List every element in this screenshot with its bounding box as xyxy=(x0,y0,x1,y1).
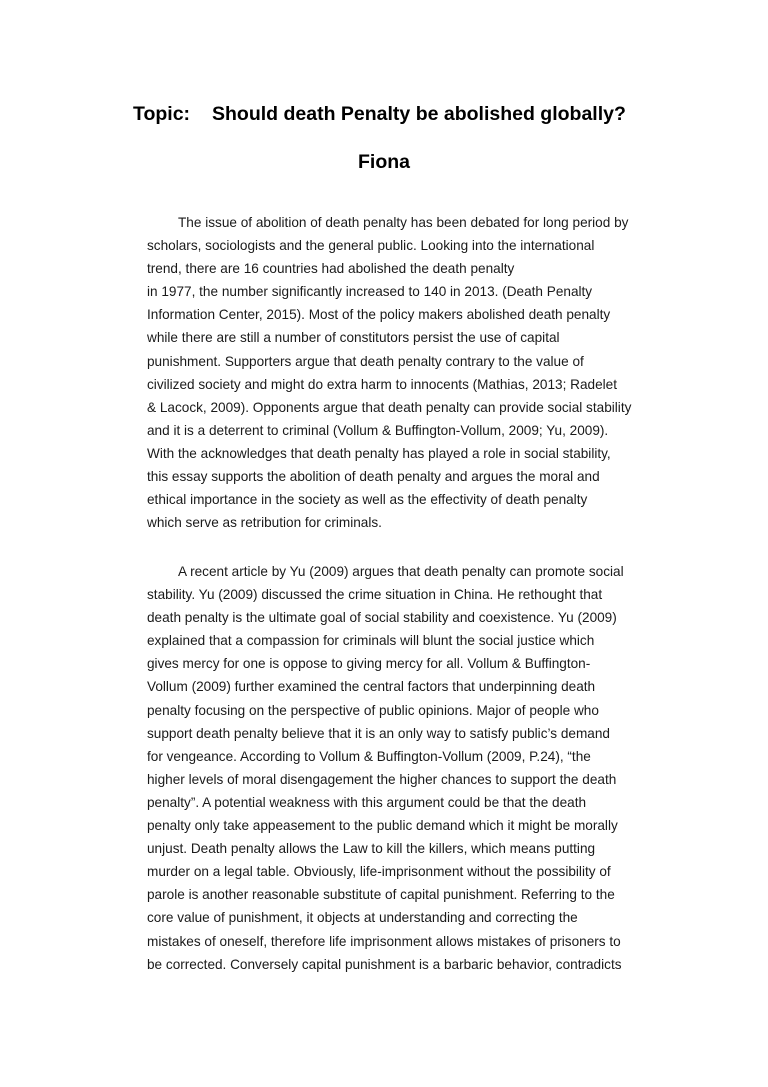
text-line: The issue of abolition of death penalty has been debated for long period by xyxy=(178,215,629,230)
text-line: Vollum (2009) further examined the central factors that underpinning death xyxy=(147,679,596,695)
author-name xyxy=(0,151,768,174)
text-line: Information Center, 2015). Most of the policy makers abolished death penalty xyxy=(147,307,611,323)
paragraph-1 xyxy=(147,211,652,534)
text-line: explained that a compassion for criminals will blunt the social justice which xyxy=(147,633,595,649)
text-line: murder on a legal table. Obviously, life-imprisonment without the possibility of xyxy=(147,864,611,880)
text-line: higher levels of moral disengagement the higher chances to support the death xyxy=(147,771,617,787)
text-line: in 1977, the number significantly increased to 140 in 2013. (Death Penalty xyxy=(147,284,593,300)
document-title xyxy=(133,103,693,133)
text-line: penalty focusing on the perspective of public opinions. Major of people who xyxy=(147,702,599,718)
text-line: gives mercy for one is oppose to giving mercy for all. Vollum & Buffington- xyxy=(147,656,591,672)
text-line: ethical importance in the society as well as the effectivity of death penalty xyxy=(147,492,588,508)
text-line: With the acknowledges that death penalty has played a role in social stability, xyxy=(147,445,611,461)
text-line: be corrected. Conversely capital punishment is a barbaric behavior, contradicts xyxy=(147,956,622,972)
text-line: trend, there are 16 countries had abolished the death penalty xyxy=(147,261,515,277)
text-line: stability. Yu (2009) discussed the crime situation in China. He rethought that xyxy=(147,587,603,603)
text-line: which serve as retribution for criminals. xyxy=(147,515,382,531)
text-line: unjust. Death penalty allows the Law to kill the killers, which means putting xyxy=(147,841,596,857)
text-line: mistakes of oneself, therefore life imprisonment allows mistakes of prisoners to xyxy=(147,933,621,949)
text-line: death penalty is the ultimate goal of social stability and coexistence. Yu (2009) xyxy=(147,610,617,626)
topic-label: Topic: xyxy=(133,103,191,125)
text-line: for vengeance. According to Vollum & Buffington-Vollum (2009, P.24), “the xyxy=(147,748,591,764)
text-line: this essay supports the abolition of death penalty and argues the moral and xyxy=(147,469,600,485)
text-line: parole is another reasonable substitute of capital punishment. Referring to the xyxy=(147,887,615,903)
text-line: and it is a deterrent to criminal (Vollum & Buffington-Vollum, 2009; Yu, 2009). xyxy=(147,422,609,438)
paragraph-2 xyxy=(147,560,652,976)
text-line: A recent article by Yu (2009) argues that death penalty can promote social xyxy=(178,564,624,579)
text-line: core value of punishment, it objects at understanding and correcting the xyxy=(147,910,578,926)
text-line: while there are still a number of constitutors persist the use of capital xyxy=(147,330,560,346)
topic-text: Should death Penalty be abolished globally? xyxy=(212,103,626,125)
text-line: & Lacock, 2009). Opponents argue that death penalty can provide social stability xyxy=(147,399,632,415)
text-line: punishment. Supporters argue that death penalty contrary to the value of xyxy=(147,353,584,369)
text-line: penalty only take appeasement to the public demand which it might be morally xyxy=(147,818,618,834)
text-line: penalty”. A potential weakness with this argument could be that the death xyxy=(147,794,587,810)
text-line: scholars, sociologists and the general public. Looking into the international xyxy=(147,238,595,254)
author-name-text: Fiona xyxy=(358,151,410,173)
text-line: civilized society and might do extra harm to innocents (Mathias, 2013; Radelet xyxy=(147,376,617,392)
text-line: support death penalty believe that it is an only way to satisfy public’s demand xyxy=(147,725,610,741)
